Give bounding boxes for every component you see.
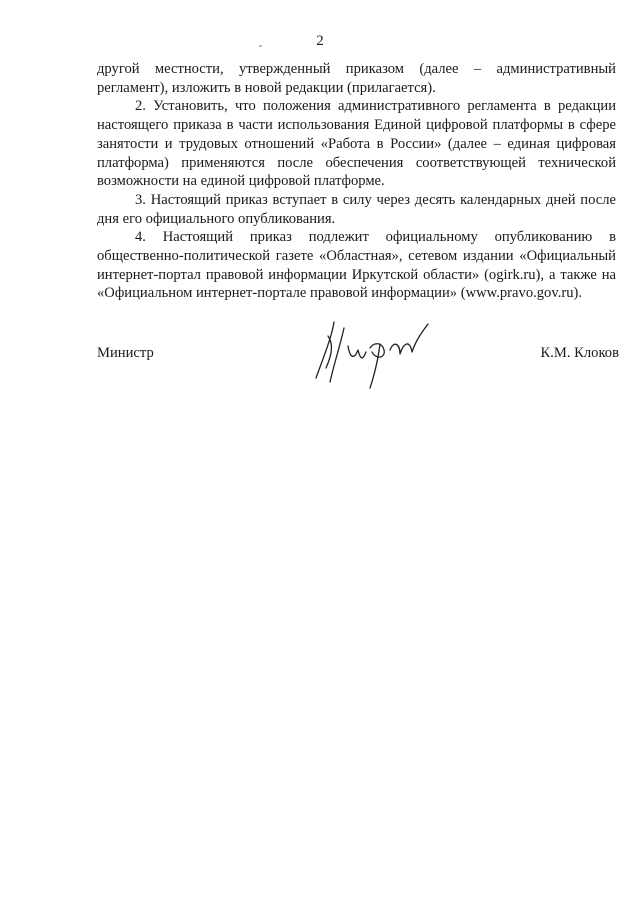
page-number: 2 xyxy=(316,33,324,49)
paragraph-item-3: 3. Настоящий приказ вступает в силу через десять календарных дней после дня его официального опубликования. xyxy=(97,191,616,227)
scan-speck xyxy=(259,45,262,47)
paragraph-item-4: 4. Настоящий приказ подлежит официальному опубликованию в общественно-политической газете «Областная», сетевом издании «Официальный интернет-портал правовой информации Иркутской области» (ogirk.ru), а также на «Официальном интернет-портале правовой информации» (www.pravo.gov.ru). xyxy=(97,229,616,302)
signatory-name: К.М. Клоков xyxy=(540,345,619,361)
signatory-title: Министр xyxy=(97,345,154,361)
handwritten-signature xyxy=(304,318,434,390)
paragraph-continuation: другой местности, утвержденный приказом (далее – административный регламент), изложить в новой редакции (прилагается). xyxy=(97,61,616,96)
paragraph-item-2: 2. Установить, что положения административного регламента в редакции настоящего приказа в части использования Единой цифровой платформы в сфере занятости и трудовых отношений «Работа в России» (далее – единая цифровая платформа) применяются после обеспечения соответствующей технической возможности на единой цифровой платформе. xyxy=(97,98,616,190)
document-body xyxy=(97,60,616,303)
